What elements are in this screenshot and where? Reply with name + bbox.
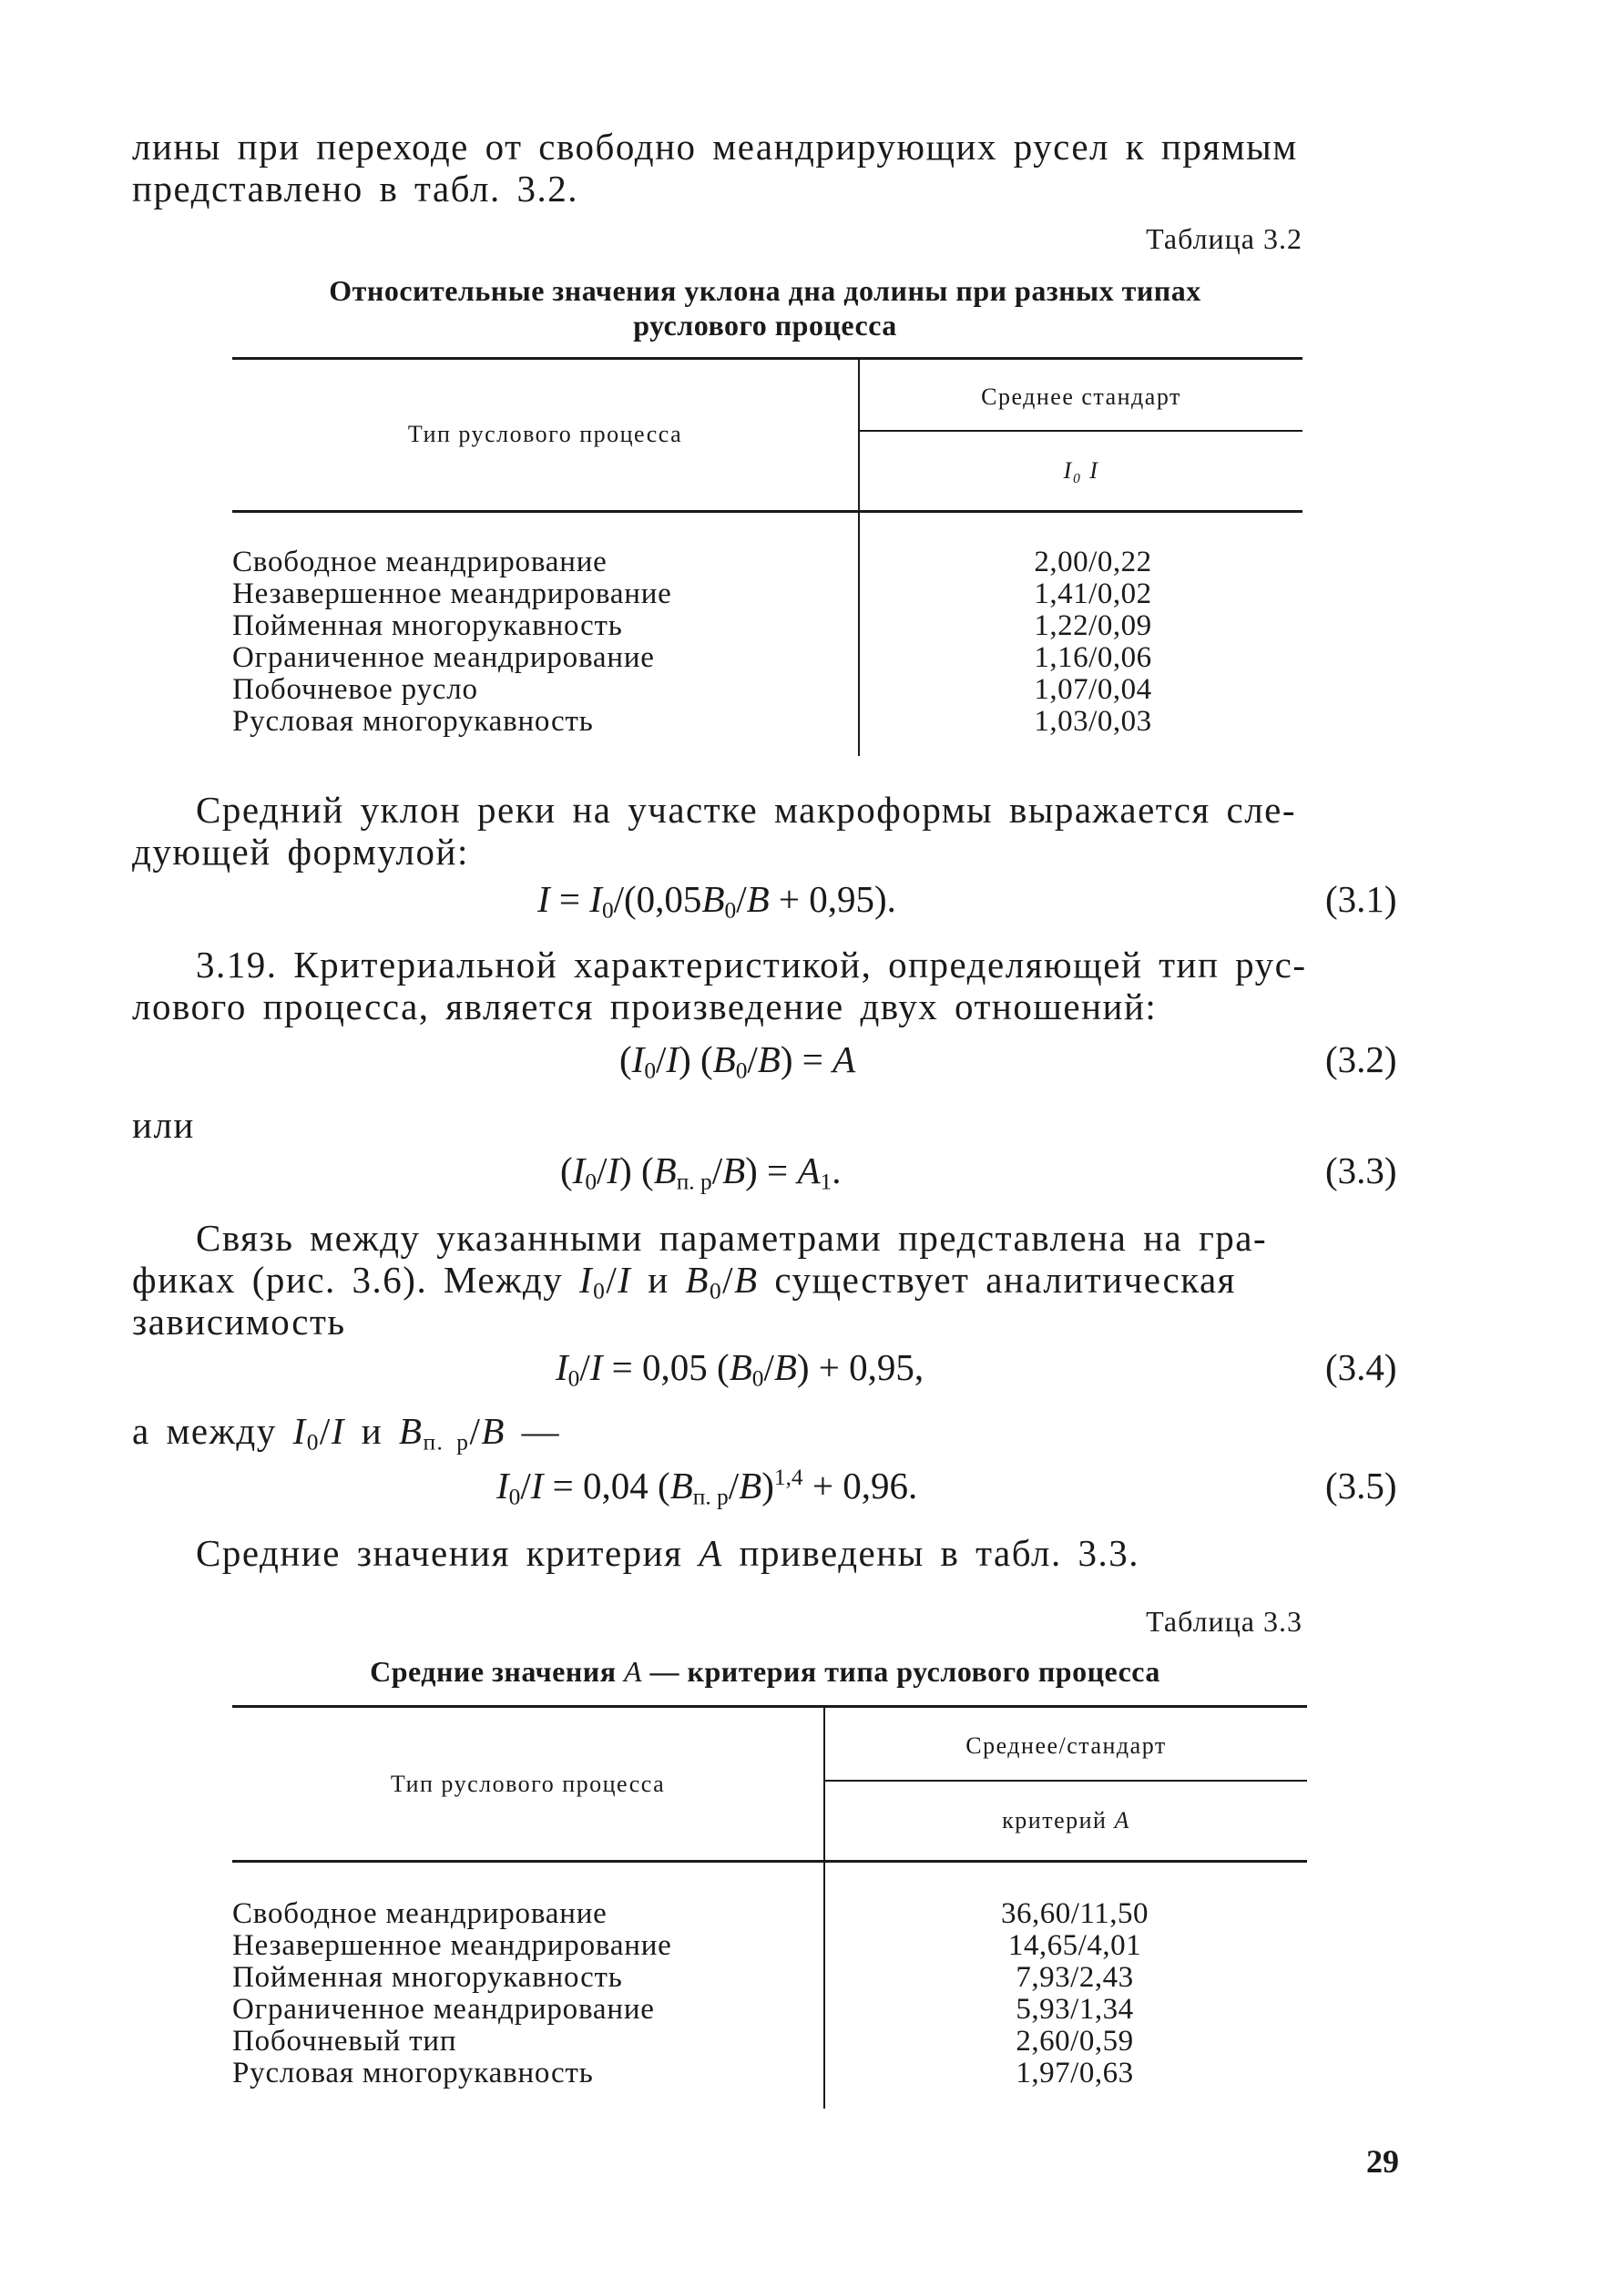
equation-3-3-number: (3.3) — [1325, 1149, 1397, 1191]
equation-3-1-number: (3.1) — [1325, 878, 1397, 920]
table-row-value: 36,60/11,50 — [1001, 1897, 1149, 1930]
paragraph-mean-slope-line-2: дующей формулой: — [132, 831, 469, 873]
paragraph-mean-criterion-a: Средние значения критерия — [196, 1532, 683, 1574]
table-3-3-header-subrule — [825, 1780, 1307, 1782]
table-3-2-column-divider — [858, 360, 860, 756]
table-3-2-header-rule — [232, 510, 1302, 513]
table-3-3-col2-header-top: Среднее/стандарт — [965, 1732, 1167, 1759]
table-3-3-col2-header-bottom-text: критерий — [1002, 1807, 1108, 1834]
table-row-value: 1,22/0,09 — [1034, 609, 1152, 642]
paragraph-relationship-line-3: зависимость — [132, 1301, 346, 1343]
table-row-value: 1,07/0,04 — [1034, 673, 1152, 706]
table-3-3-label: Таблица 3.3 — [1146, 1605, 1302, 1638]
table-3-2-top-rule — [232, 357, 1302, 360]
equation-3-3: $(I_0/I) (B_{п. р}/B) = A_1$. — [560, 1149, 842, 1195]
paragraph-relationship-line-2-c: существует аналитическая — [774, 1259, 1237, 1301]
table-row-value: 1,16/0,06 — [1034, 641, 1152, 674]
table-3-2-caption — [228, 273, 1302, 342]
table-3-3-col1-header: Тип руслового процесса — [390, 1771, 666, 1797]
table-row-name: Побочневое русло — [232, 673, 478, 706]
table-3-2-col2-header-top: Среднее стандарт — [981, 383, 1181, 410]
table-3-2-header-subrule — [860, 430, 1302, 432]
table-3-3-caption: Средние значения A — критерия типа руслового процесса — [370, 1655, 1160, 1688]
paragraph-relationship — [132, 1217, 1407, 1343]
table-3-2-values — [961, 547, 1225, 738]
table-row-value: 2,00/0,22 — [1034, 546, 1152, 578]
table-row-name: Незавершенное меандрирование — [232, 577, 672, 610]
intro-line-2: представлено в табл. 3.2. — [132, 168, 578, 209]
paragraph-relationship-line-2: фиках (рис. 3.6). Между $I_0/I$ и $B_0/B$ существует аналитическая — [132, 1259, 1237, 1304]
equation-3-5-number: (3.5) — [1325, 1465, 1397, 1507]
table-row-value: 7,93/2,43 — [1016, 1961, 1134, 1994]
equation-3-2: $(I_0/I) (B_0/B) = A$ — [619, 1038, 856, 1084]
paragraph-relationship-line-2-b: и — [648, 1259, 669, 1301]
table-row-name: Русловая многорукавность — [232, 2057, 594, 2089]
paragraph-and-between-a: а между — [132, 1410, 277, 1452]
paragraph-relationship-line-2-a: фиках (рис. 3.6). Между — [132, 1259, 564, 1301]
table-row-name: Свободное меандрирование — [232, 1897, 608, 1930]
equation-3-2-number: (3.2) — [1325, 1038, 1397, 1080]
table-3-3-col2-header-bottom: критерий A — [1002, 1807, 1130, 1834]
paragraph-criterion — [132, 944, 1407, 1027]
table-row-value: 14,65/4,01 — [1007, 1929, 1142, 1962]
table-row-value: 5,93/1,34 — [1016, 1993, 1134, 2026]
table-row-name: Незавершенное меандрирование — [232, 1929, 672, 1962]
word-or: или — [132, 1104, 195, 1146]
table-row-value: 1,97/0,63 — [1016, 2057, 1134, 2089]
paragraph-criterion-line-1: 3.19. Критериальной характеристикой, определяющей тип рус- — [196, 944, 1307, 986]
table-row-name: Пойменная многорукавность — [232, 1961, 623, 1994]
intro-line-1: лины при переходе от свободно меандрирующих русел к прямым — [132, 126, 1298, 168]
table-row-value: 1,41/0,02 — [1034, 577, 1152, 610]
table-3-3-names — [232, 1898, 823, 2089]
table-3-2-caption-line-1: Относительные значения уклона дна долины при разных типах — [329, 274, 1201, 307]
table-3-3-values — [938, 1898, 1211, 2089]
paragraph-mean-criterion: Средние значения критерия A приведены в табл. 3.3. — [196, 1532, 1140, 1574]
page-number: 29 — [1366, 2143, 1399, 2180]
paragraph-mean-slope — [132, 789, 1407, 873]
paragraph-relationship-line-1: Связь между указанными параметрами представлена на гра- — [196, 1217, 1268, 1259]
table-row-name: Ограниченное меандрирование — [232, 641, 655, 674]
paragraph-mean-criterion-b: приведены в табл. 3.3. — [739, 1532, 1140, 1574]
equation-3-4: $I_0/I = 0,05$ $(B_0/B) + 0,95$, — [556, 1346, 924, 1392]
equation-3-1: $I = I_0/(0,05B_0/B + 0,95)$. — [537, 878, 896, 924]
equation-3-5: $I_0/I = 0,04$ $(B_{п. р}/B)^{1,4} + 0,96$. — [496, 1464, 918, 1510]
table-3-3-column-divider — [823, 1708, 825, 2109]
table-3-3-top-rule — [232, 1705, 1307, 1708]
table-row-value: 1,03/0,03 — [1034, 705, 1152, 738]
table-row-name: Ограниченное меандрирование — [232, 1993, 655, 2026]
table-3-2-col1-header: Тип руслового процесса — [407, 421, 683, 447]
table-3-3-caption-a: Средние значения — [370, 1655, 617, 1688]
table-3-3-caption-b: — критерия типа руслового процесса — [649, 1655, 1160, 1688]
paragraph-mean-slope-line-1: Средний уклон реки на участке макроформы выражается сле- — [196, 789, 1297, 831]
table-3-2-col2-header-bottom: I₀ I — [1063, 457, 1099, 484]
table-3-2-caption-line-2: руслового процесса — [633, 309, 897, 342]
intro-paragraph — [132, 126, 1407, 209]
table-row-name: Свободное меандрирование — [232, 546, 608, 578]
paragraph-and-between-b: и — [361, 1410, 383, 1452]
table-row-name: Пойменная многорукавность — [232, 609, 623, 642]
paragraph-and-between: а между $I_0/I$ и $B_{п. р}/B$ — — [132, 1410, 561, 1456]
table-row-value: 2,60/0,59 — [1016, 2025, 1134, 2058]
table-3-3-header-rule — [232, 1860, 1307, 1863]
table-3-2-names — [232, 547, 858, 738]
table-row-name: Русловая многорукавность — [232, 705, 594, 738]
paragraph-criterion-line-2: лового процесса, является произведение двух отношений: — [132, 986, 1158, 1027]
equation-3-4-number: (3.4) — [1325, 1346, 1397, 1388]
table-row-name: Побочневый тип — [232, 2025, 457, 2058]
table-3-2-label: Таблица 3.2 — [1146, 222, 1302, 255]
